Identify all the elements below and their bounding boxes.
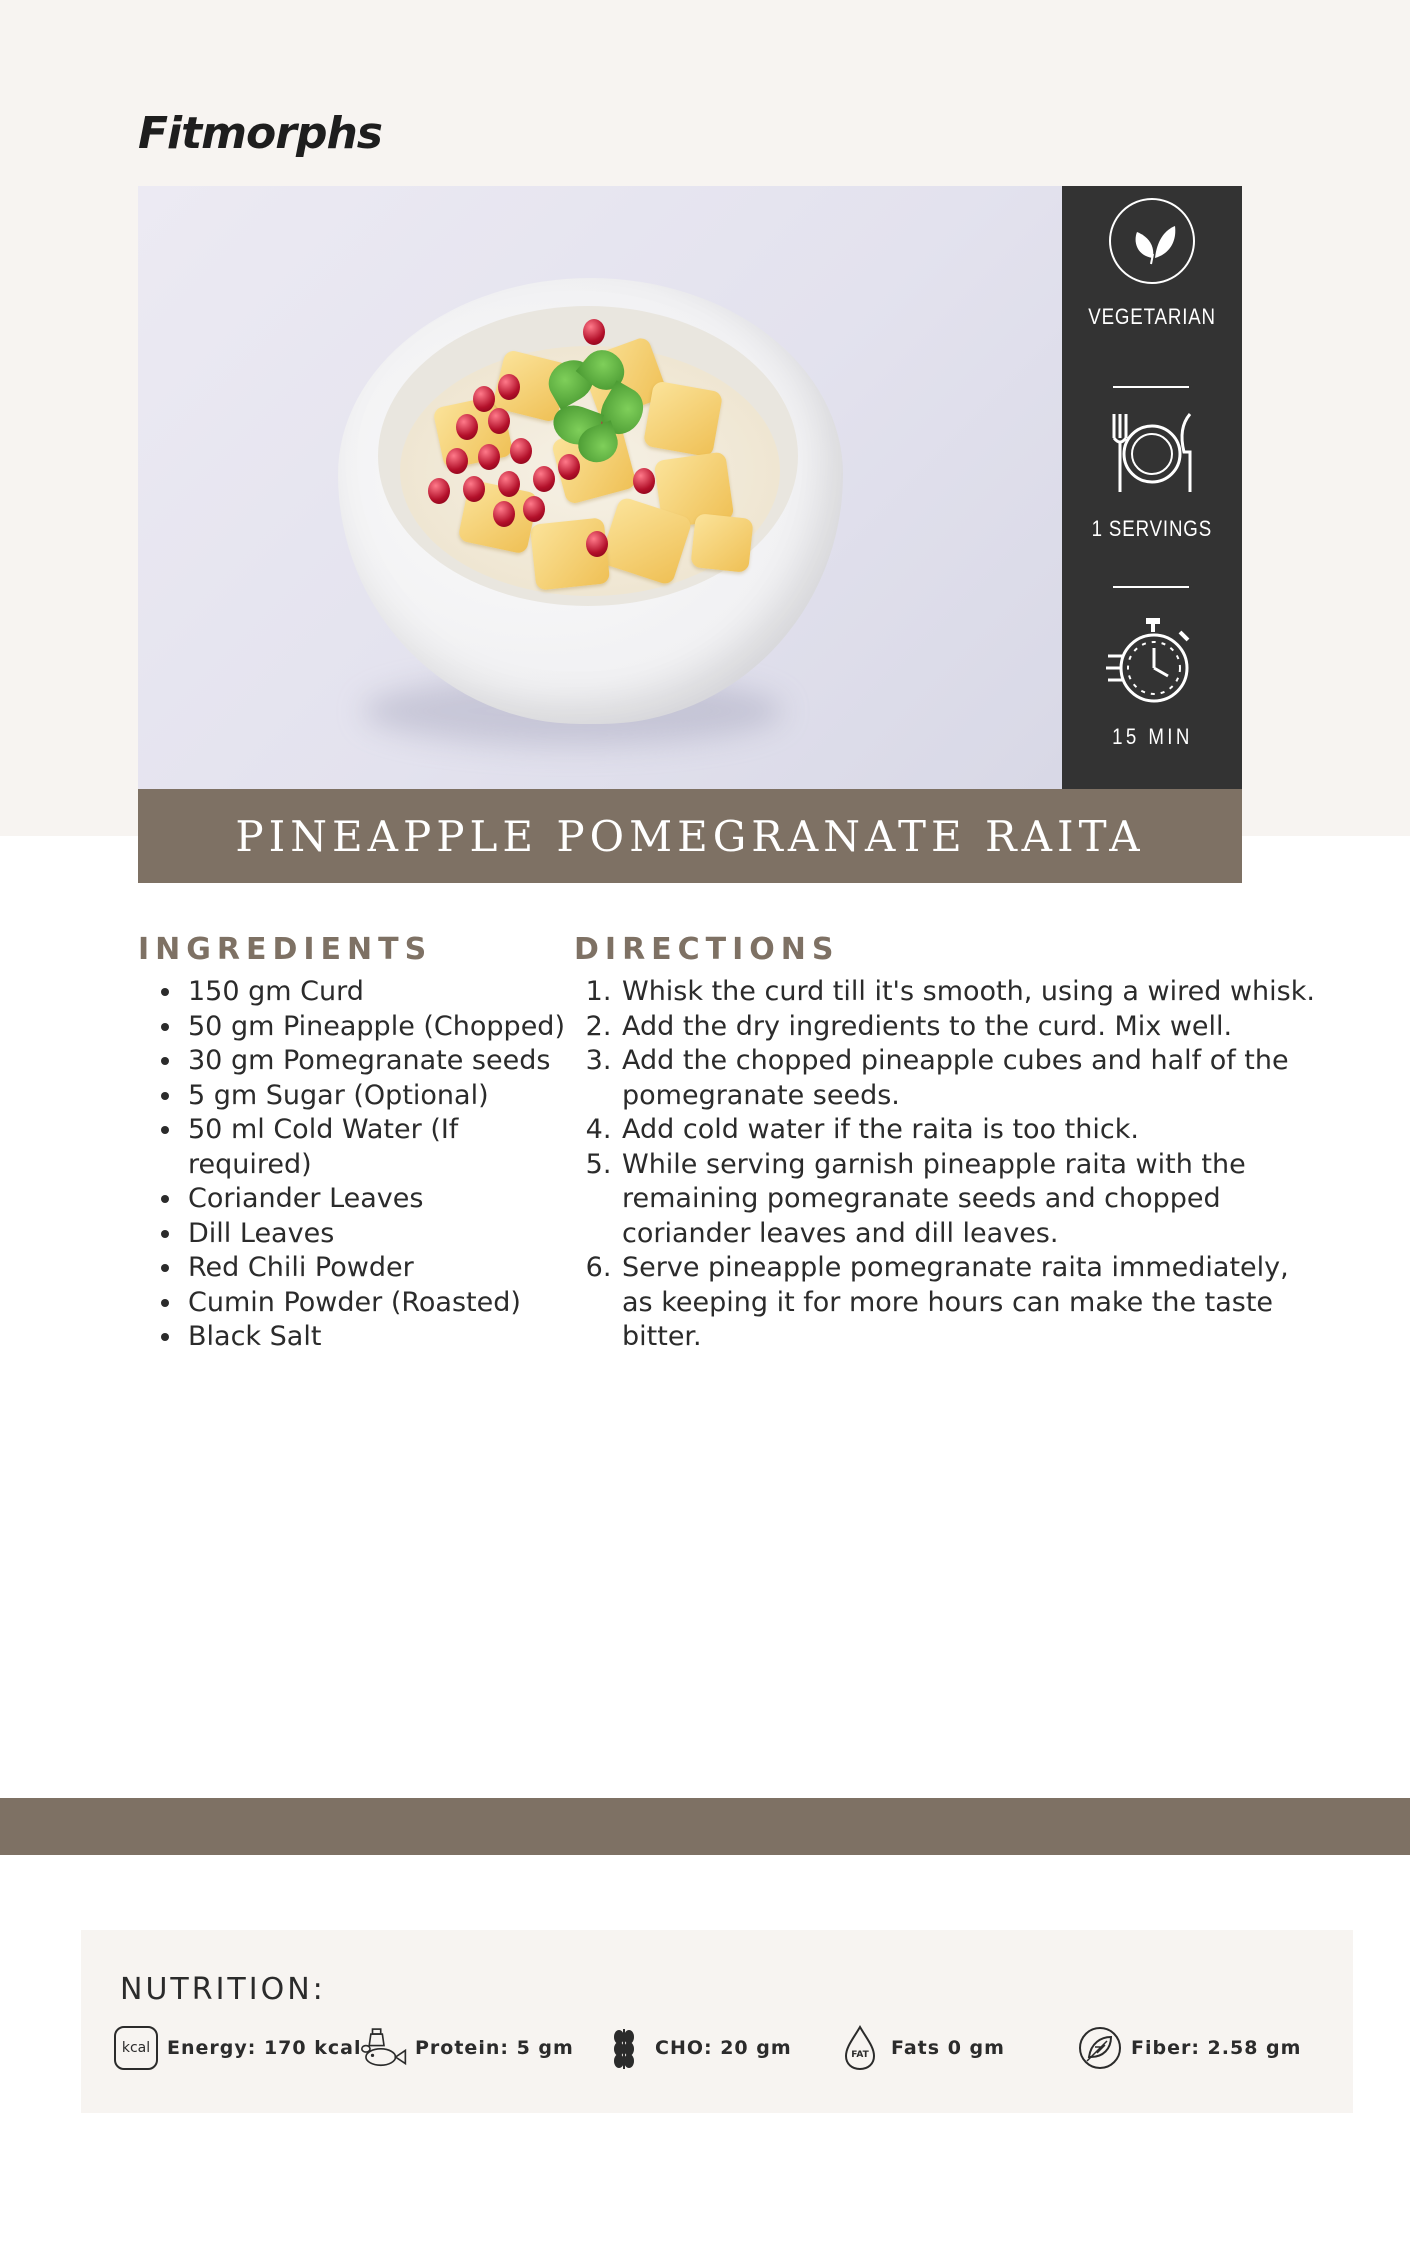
list-item: • 5 gm Sugar (Optional) — [184, 1079, 584, 1114]
recipe-photo — [138, 186, 1062, 789]
divider — [1113, 586, 1189, 588]
time-info — [1062, 616, 1242, 750]
list-item: • Dill Leaves — [184, 1217, 584, 1252]
fats-label: Fats 0 gm — [891, 2037, 1005, 2059]
nutrition-panel — [81, 1930, 1353, 2113]
direction-step: 3. Add the chopped pineapple cubes and half of the pomegranate seeds. — [620, 1044, 1320, 1113]
pomegranate-seed — [510, 438, 532, 464]
list-item: • 150 gm Curd — [184, 975, 584, 1010]
plate-cutlery-icon — [1104, 408, 1200, 498]
ingredients-list — [146, 975, 584, 1355]
decorative-band — [0, 1798, 1410, 1855]
energy-label: Energy: 170 kcal — [167, 2037, 362, 2059]
nutrition-energy — [113, 2022, 361, 2074]
pomegranate-seed — [456, 414, 478, 440]
recipe-title: PINEAPPLE POMEGRANATE RAITA — [235, 811, 1145, 861]
nutrition-cho — [601, 2022, 792, 2074]
fiber-leaf-icon — [1077, 2025, 1123, 2071]
ingredients-heading: INGREDIENTS — [138, 932, 433, 967]
protein-label: Protein: 5 gm — [415, 2037, 574, 2059]
servings-info — [1062, 408, 1242, 542]
vegetarian-info — [1062, 196, 1242, 330]
vegetarian-label: VEGETARIAN — [1088, 304, 1216, 329]
directions-heading: DIRECTIONS — [574, 932, 840, 967]
nutrition-protein — [361, 2022, 574, 2074]
divider — [1113, 386, 1189, 388]
pineapple-cube — [690, 513, 753, 573]
list-item: • Black Salt — [184, 1320, 584, 1355]
pineapple-cube — [643, 380, 723, 457]
pomegranate-seed — [533, 466, 555, 492]
list-item: • Cumin Powder (Roasted) — [184, 1286, 584, 1321]
list-item: • Red Chili Powder — [184, 1251, 584, 1286]
pomegranate-seed — [586, 531, 608, 557]
direction-step: 5. While serving garnish pineapple raita with the remaining pomegranate seeds and chopped coriander leaves and dill leaves. — [620, 1148, 1320, 1252]
list-item: • 30 gm Pomegranate seeds — [184, 1044, 584, 1079]
pomegranate-seed — [488, 408, 510, 434]
protein-icon — [361, 2025, 407, 2071]
nutrition-fiber — [1077, 2022, 1301, 2074]
nutrition-heading: NUTRITION: — [120, 1972, 326, 2007]
stopwatch-icon — [1104, 616, 1200, 712]
pomegranate-seed — [493, 501, 515, 527]
direction-step: 2. Add the dry ingredients to the curd. Mix well. — [620, 1010, 1320, 1045]
cho-label: CHO: 20 gm — [655, 2037, 792, 2059]
list-item: • 50 ml Cold Water (If required) — [184, 1113, 584, 1182]
directions-list — [580, 975, 1320, 1355]
time-label: 15 MIN — [1111, 724, 1193, 749]
kcal-icon: kcal — [113, 2025, 159, 2071]
fiber-label: Fiber: 2.58 gm — [1131, 2037, 1302, 2059]
pomegranate-seed — [498, 471, 520, 497]
pomegranate-seed — [633, 468, 655, 494]
pomegranate-seed — [498, 374, 520, 400]
list-item: • Coriander Leaves — [184, 1182, 584, 1217]
direction-step: 6. Serve pineapple pomegranate raita immediately, as keeping it for more hours can make the taste bitter. — [620, 1251, 1320, 1355]
pomegranate-seed — [478, 444, 500, 470]
pomegranate-seed — [428, 478, 450, 504]
pomegranate-seed — [583, 319, 605, 345]
direction-step: 1. Whisk the curd till it's smooth, using a wired whisk. — [620, 975, 1320, 1010]
pomegranate-seed — [473, 386, 495, 412]
nutrition-fats — [837, 2022, 1005, 2074]
list-item: • 50 gm Pineapple (Chopped) — [184, 1010, 584, 1045]
recipe-info-panel — [1062, 186, 1242, 789]
pomegranate-seed — [446, 448, 468, 474]
servings-label: 1 SERVINGS — [1091, 516, 1213, 541]
direction-step: 4. Add cold water if the raita is too thick. — [620, 1113, 1320, 1148]
brand-logo: Fitmorphs — [138, 108, 382, 159]
recipe-title-bar — [138, 789, 1242, 883]
grain-icon — [601, 2025, 647, 2071]
leaf-icon — [1107, 196, 1197, 286]
pomegranate-seed — [558, 454, 580, 480]
pomegranate-seed — [463, 476, 485, 502]
fat-drop-icon: FAT — [837, 2025, 883, 2071]
pomegranate-seed — [523, 496, 545, 522]
